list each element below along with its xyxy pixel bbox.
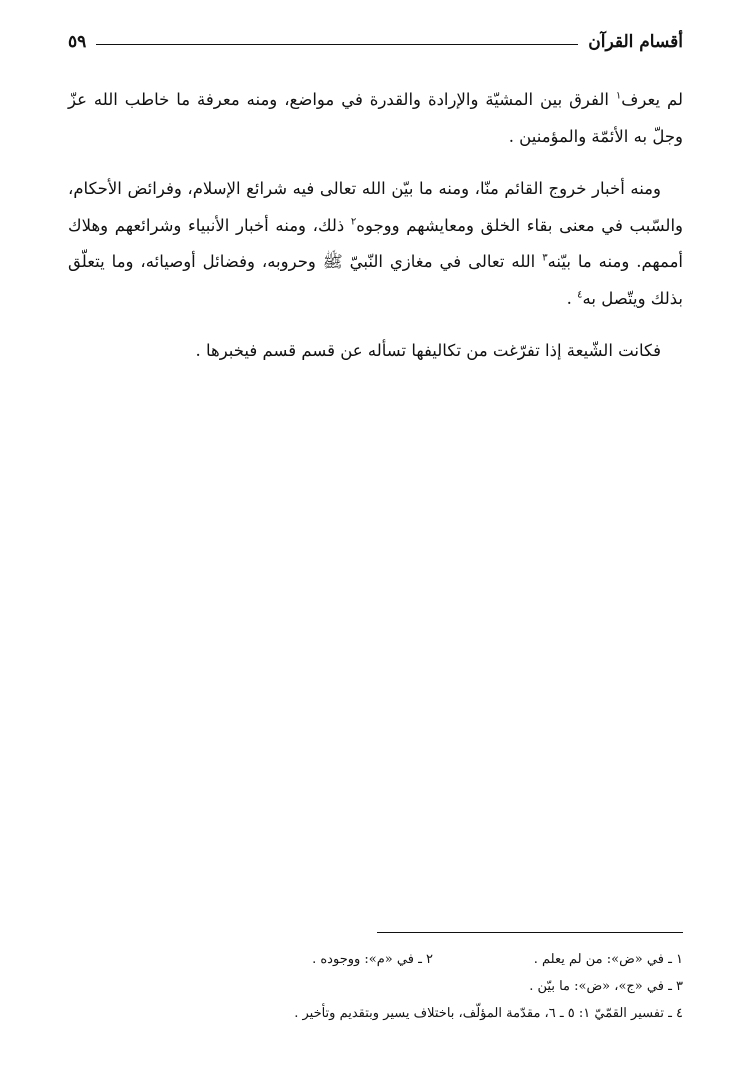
paragraph-2-text-c: الله تعالى في مغازي النّبيّ ﷺ وحروبه، وفضائل أوصيائه، وما يتعلّق بذلك ويتّصل به [68, 252, 683, 308]
header-rule [96, 44, 578, 45]
footnote-ref-1: ١ [615, 90, 622, 102]
footnote-ref-3: ٣ [542, 252, 548, 264]
footnote-ref-2: ٢ [350, 216, 357, 227]
main-text [68, 82, 683, 370]
footnote-ref-4: ٤ [577, 289, 583, 300]
running-title: أقسام القرآن [588, 32, 683, 52]
paragraph-1-text-a: لم يعرف [621, 90, 683, 109]
footnotes [68, 946, 683, 1027]
footnote-4: ٤ ـ تفسير القمّيّ ١: ٥ ـ ٦، مقدّمة المؤلّف، باختلاف يسير وبتقديم وتأخير . [294, 1006, 683, 1021]
footnote-divider [377, 932, 683, 933]
paragraph-1-text-b: الفرق بين المشيّة والإرادة والقدرة في مواضع، ومنه معرفة ما خاطب الله عزّ وجلّ به الأئمّة والمؤمنين . [68, 90, 683, 146]
paragraph-2-text-a: ومنه أخبار خروج القائم منّا، ومنه ما بيّن الله تعالى فيه شرائع الإسلام، وفرائض الأحكام، والسّبب في معنى بقاء الخلق ومعايشهم ووجوه [68, 179, 684, 235]
running-header [68, 30, 683, 54]
footnote-1: ١ ـ في «ض»: من لم يعلم . [533, 952, 683, 967]
footnote-2: ٢ ـ في «م»: ووجوده . [312, 952, 433, 967]
paragraph-2-text-b: ذلك، ومنه أخبار الأنبياء وشرائعهم وهلاك أممهم. ومنه ما بيّنه [68, 215, 684, 271]
paragraph-3: فكانت الشّيعة إذا تفرّغت من تكاليفها تسأله عن قسم قسم فيخبرها . [195, 341, 661, 360]
paragraph-1 [68, 82, 683, 155]
paragraph-2-text-d: . [566, 288, 578, 308]
paragraph-2 [68, 171, 683, 317]
page-number: ٥٩ [68, 32, 87, 52]
footnote-3: ٣ ـ في «ج»، «ض»: ما بيّن . [529, 979, 683, 994]
footnote-row-1 [68, 946, 683, 973]
